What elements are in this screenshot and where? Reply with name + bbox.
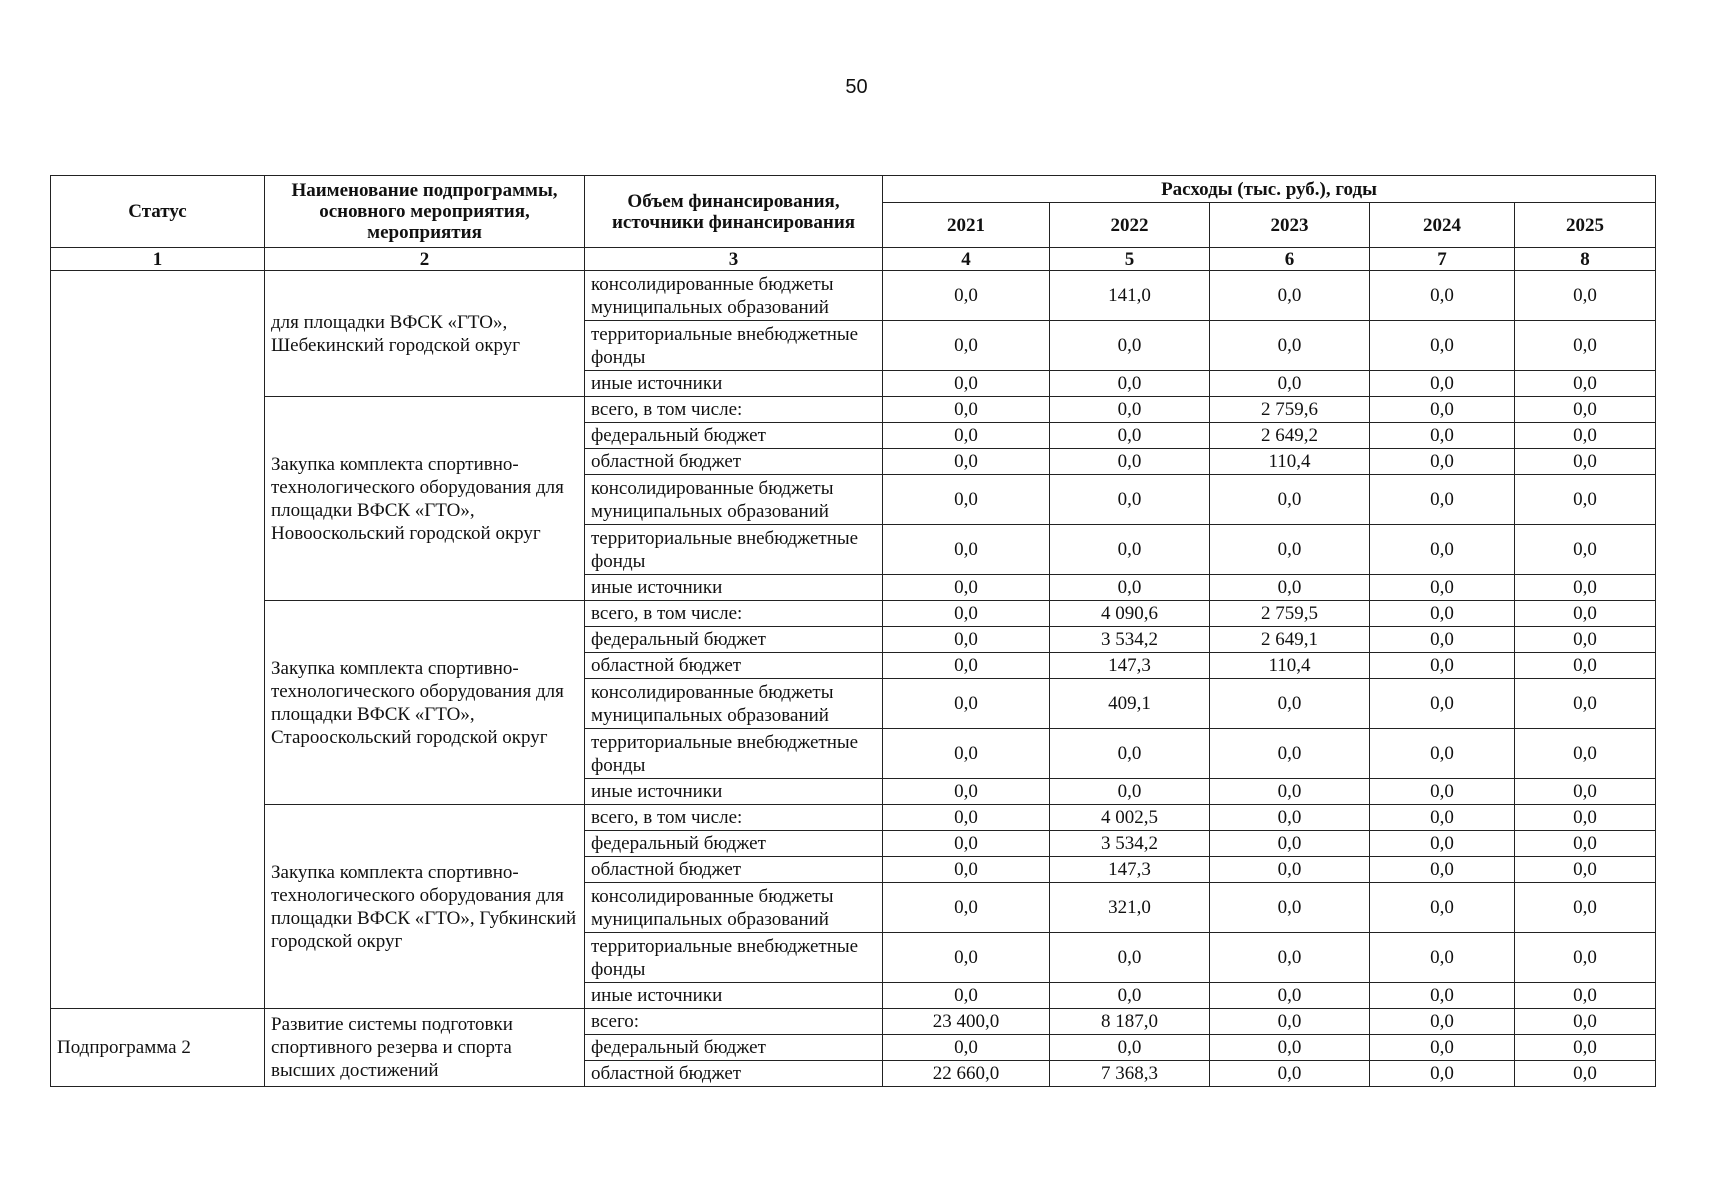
amount-cell: 0,0 [1515, 933, 1656, 983]
amount-cell: 0,0 [883, 779, 1050, 805]
table-row [51, 805, 1656, 831]
funding-source-cell: иные источники [585, 779, 883, 805]
amount-cell: 3 534,2 [1050, 627, 1210, 653]
amount-cell: 8 187,0 [1050, 1009, 1210, 1035]
amount-cell: 0,0 [1370, 575, 1515, 601]
amount-cell: 0,0 [1370, 1061, 1515, 1087]
amount-cell: 0,0 [1515, 627, 1656, 653]
page-number: 50 [845, 76, 868, 98]
amount-cell: 0,0 [1515, 271, 1656, 321]
header-year: 2023 [1210, 203, 1370, 248]
amount-cell: 0,0 [1515, 679, 1656, 729]
amount-cell: 0,0 [1370, 397, 1515, 423]
amount-cell: 2 759,5 [1210, 601, 1370, 627]
amount-cell: 7 368,3 [1050, 1061, 1210, 1087]
amount-cell: 0,0 [1050, 449, 1210, 475]
activity-name-cell: Закупка комплекта спортивно-технологического оборудования для площадки ВФСК «ГТО», Губкинский городской округ [265, 805, 585, 1009]
funding-source-cell: всего, в том числе: [585, 601, 883, 627]
amount-cell: 0,0 [1515, 883, 1656, 933]
funding-source-cell: всего: [585, 1009, 883, 1035]
amount-cell: 0,0 [1515, 831, 1656, 857]
amount-cell: 0,0 [1210, 729, 1370, 779]
amount-cell: 0,0 [883, 933, 1050, 983]
column-number: 8 [1515, 248, 1656, 271]
amount-cell: 0,0 [883, 1035, 1050, 1061]
amount-cell: 0,0 [1210, 475, 1370, 525]
amount-cell: 0,0 [1210, 371, 1370, 397]
column-number: 2 [265, 248, 585, 271]
header-year: 2022 [1050, 203, 1210, 248]
amount-cell: 0,0 [883, 679, 1050, 729]
amount-cell: 110,4 [1210, 449, 1370, 475]
column-number: 5 [1050, 248, 1210, 271]
header-status: Статус [51, 176, 265, 248]
amount-cell: 0,0 [883, 857, 1050, 883]
funding-source-cell: областной бюджет [585, 1061, 883, 1087]
amount-cell: 0,0 [883, 525, 1050, 575]
funding-source-cell: иные источники [585, 575, 883, 601]
amount-cell: 0,0 [1210, 271, 1370, 321]
column-number: 6 [1210, 248, 1370, 271]
funding-source-cell: федеральный бюджет [585, 1035, 883, 1061]
amount-cell: 0,0 [1515, 475, 1656, 525]
amount-cell: 0,0 [1050, 933, 1210, 983]
amount-cell: 4 002,5 [1050, 805, 1210, 831]
funding-source-cell: областной бюджет [585, 857, 883, 883]
column-number: 7 [1370, 248, 1515, 271]
amount-cell: 0,0 [1370, 983, 1515, 1009]
amount-cell: 0,0 [1370, 371, 1515, 397]
activity-name-cell: Закупка комплекта спортивно-технологического оборудования для площадки ВФСК «ГТО», Старооскольский городской округ [265, 601, 585, 805]
amount-cell: 0,0 [883, 321, 1050, 371]
amount-cell: 0,0 [883, 601, 1050, 627]
column-number: 4 [883, 248, 1050, 271]
amount-cell: 0,0 [1050, 397, 1210, 423]
funding-source-cell: консолидированные бюджеты муниципальных образований [585, 271, 883, 321]
activity-name-cell: для площадки ВФСК «ГТО», Шебекинский городской округ [265, 271, 585, 397]
amount-cell: 0,0 [1515, 525, 1656, 575]
amount-cell: 0,0 [1210, 1035, 1370, 1061]
amount-cell: 0,0 [1050, 729, 1210, 779]
funding-source-cell: федеральный бюджет [585, 423, 883, 449]
amount-cell: 0,0 [883, 805, 1050, 831]
amount-cell: 0,0 [1515, 397, 1656, 423]
activity-name-cell: Развитие системы подготовки спортивного резерва и спорта высших достижений [265, 1009, 585, 1087]
amount-cell: 321,0 [1050, 883, 1210, 933]
amount-cell: 0,0 [1370, 423, 1515, 449]
amount-cell: 0,0 [1515, 1061, 1656, 1087]
amount-cell: 110,4 [1210, 653, 1370, 679]
table-body [51, 271, 1656, 1087]
amount-cell: 0,0 [1050, 321, 1210, 371]
amount-cell: 0,0 [1370, 627, 1515, 653]
amount-cell: 0,0 [1370, 449, 1515, 475]
amount-cell: 409,1 [1050, 679, 1210, 729]
amount-cell: 0,0 [1370, 321, 1515, 371]
amount-cell: 0,0 [1050, 525, 1210, 575]
status-cell [51, 271, 265, 1009]
amount-cell: 0,0 [1370, 475, 1515, 525]
table-row [51, 601, 1656, 627]
amount-cell: 141,0 [1050, 271, 1210, 321]
column-number: 3 [585, 248, 883, 271]
amount-cell: 23 400,0 [883, 1009, 1050, 1035]
amount-cell: 0,0 [883, 983, 1050, 1009]
amount-cell: 0,0 [1210, 679, 1370, 729]
status-cell: Подпрограмма 2 [51, 1009, 265, 1087]
amount-cell: 0,0 [1210, 933, 1370, 983]
header-financing: Объем финансирования, источники финансирования [585, 176, 883, 248]
amount-cell: 0,0 [1210, 779, 1370, 805]
header-year: 2025 [1515, 203, 1656, 248]
amount-cell: 0,0 [1515, 1035, 1656, 1061]
amount-cell: 0,0 [1515, 983, 1656, 1009]
amount-cell: 0,0 [883, 271, 1050, 321]
amount-cell: 0,0 [1515, 423, 1656, 449]
amount-cell: 0,0 [1210, 831, 1370, 857]
funding-source-cell: областной бюджет [585, 653, 883, 679]
amount-cell: 0,0 [1515, 857, 1656, 883]
amount-cell: 0,0 [1210, 983, 1370, 1009]
amount-cell: 0,0 [1515, 601, 1656, 627]
budget-table [50, 175, 1656, 1087]
amount-cell: 0,0 [1370, 679, 1515, 729]
amount-cell: 0,0 [1515, 575, 1656, 601]
amount-cell: 0,0 [883, 371, 1050, 397]
amount-cell: 0,0 [1515, 1009, 1656, 1035]
amount-cell: 0,0 [883, 449, 1050, 475]
funding-source-cell: территориальные внебюджетные фонды [585, 729, 883, 779]
amount-cell: 0,0 [1515, 371, 1656, 397]
header-year: 2024 [1370, 203, 1515, 248]
funding-source-cell: всего, в том числе: [585, 805, 883, 831]
amount-cell: 2 649,1 [1210, 627, 1370, 653]
amount-cell: 0,0 [1370, 653, 1515, 679]
table-row [51, 271, 1656, 321]
funding-source-cell: федеральный бюджет [585, 831, 883, 857]
amount-cell: 0,0 [1050, 1035, 1210, 1061]
amount-cell: 147,3 [1050, 653, 1210, 679]
amount-cell: 0,0 [1515, 653, 1656, 679]
funding-source-cell: консолидированные бюджеты муниципальных образований [585, 475, 883, 525]
amount-cell: 0,0 [1370, 601, 1515, 627]
amount-cell: 4 090,6 [1050, 601, 1210, 627]
amount-cell: 0,0 [1210, 525, 1370, 575]
table-row [51, 397, 1656, 423]
table-row [51, 1009, 1656, 1035]
amount-cell: 0,0 [883, 423, 1050, 449]
amount-cell: 0,0 [883, 627, 1050, 653]
amount-cell: 0,0 [1370, 805, 1515, 831]
column-number: 1 [51, 248, 265, 271]
funding-source-cell: консолидированные бюджеты муниципальных образований [585, 883, 883, 933]
activity-name-cell: Закупка комплекта спортивно-технологического оборудования для площадки ВФСК «ГТО», Новооскольский городской округ [265, 397, 585, 601]
amount-cell: 22 660,0 [883, 1061, 1050, 1087]
amount-cell: 2 649,2 [1210, 423, 1370, 449]
amount-cell: 0,0 [1515, 449, 1656, 475]
amount-cell: 0,0 [883, 883, 1050, 933]
amount-cell: 0,0 [1370, 883, 1515, 933]
amount-cell: 0,0 [1370, 1035, 1515, 1061]
header-year: 2021 [883, 203, 1050, 248]
amount-cell: 0,0 [1050, 423, 1210, 449]
funding-source-cell: территориальные внебюджетные фонды [585, 321, 883, 371]
amount-cell: 0,0 [1515, 321, 1656, 371]
amount-cell: 0,0 [1210, 805, 1370, 831]
funding-source-cell: консолидированные бюджеты муниципальных образований [585, 679, 883, 729]
amount-cell: 0,0 [1370, 729, 1515, 779]
funding-source-cell: иные источники [585, 371, 883, 397]
amount-cell: 0,0 [1370, 831, 1515, 857]
header-expenses: Расходы (тыс. руб.), годы [883, 176, 1656, 203]
amount-cell: 0,0 [1210, 321, 1370, 371]
amount-cell: 147,3 [1050, 857, 1210, 883]
funding-source-cell: областной бюджет [585, 449, 883, 475]
amount-cell: 0,0 [883, 397, 1050, 423]
funding-source-cell: всего, в том числе: [585, 397, 883, 423]
funding-source-cell: иные источники [585, 983, 883, 1009]
amount-cell: 0,0 [883, 831, 1050, 857]
amount-cell: 0,0 [883, 729, 1050, 779]
amount-cell: 0,0 [1515, 805, 1656, 831]
amount-cell: 0,0 [1515, 779, 1656, 805]
amount-cell: 0,0 [1210, 857, 1370, 883]
amount-cell: 0,0 [1370, 525, 1515, 575]
amount-cell: 0,0 [1050, 475, 1210, 525]
amount-cell: 0,0 [883, 653, 1050, 679]
amount-cell: 0,0 [883, 575, 1050, 601]
amount-cell: 0,0 [1050, 983, 1210, 1009]
amount-cell: 2 759,6 [1210, 397, 1370, 423]
header-name: Наименование подпрограммы, основного мероприятия, мероприятия [265, 176, 585, 248]
amount-cell: 3 534,2 [1050, 831, 1210, 857]
amount-cell: 0,0 [1370, 1009, 1515, 1035]
amount-cell: 0,0 [1370, 779, 1515, 805]
amount-cell: 0,0 [883, 475, 1050, 525]
amount-cell: 0,0 [1210, 1061, 1370, 1087]
amount-cell: 0,0 [1210, 883, 1370, 933]
amount-cell: 0,0 [1050, 575, 1210, 601]
funding-source-cell: федеральный бюджет [585, 627, 883, 653]
amount-cell: 0,0 [1515, 729, 1656, 779]
amount-cell: 0,0 [1370, 857, 1515, 883]
funding-source-cell: территориальные внебюджетные фонды [585, 525, 883, 575]
funding-source-cell: территориальные внебюджетные фонды [585, 933, 883, 983]
amount-cell: 0,0 [1370, 271, 1515, 321]
amount-cell: 0,0 [1210, 575, 1370, 601]
table-header [51, 176, 1656, 271]
amount-cell: 0,0 [1370, 933, 1515, 983]
amount-cell: 0,0 [1050, 371, 1210, 397]
amount-cell: 0,0 [1210, 1009, 1370, 1035]
amount-cell: 0,0 [1050, 779, 1210, 805]
